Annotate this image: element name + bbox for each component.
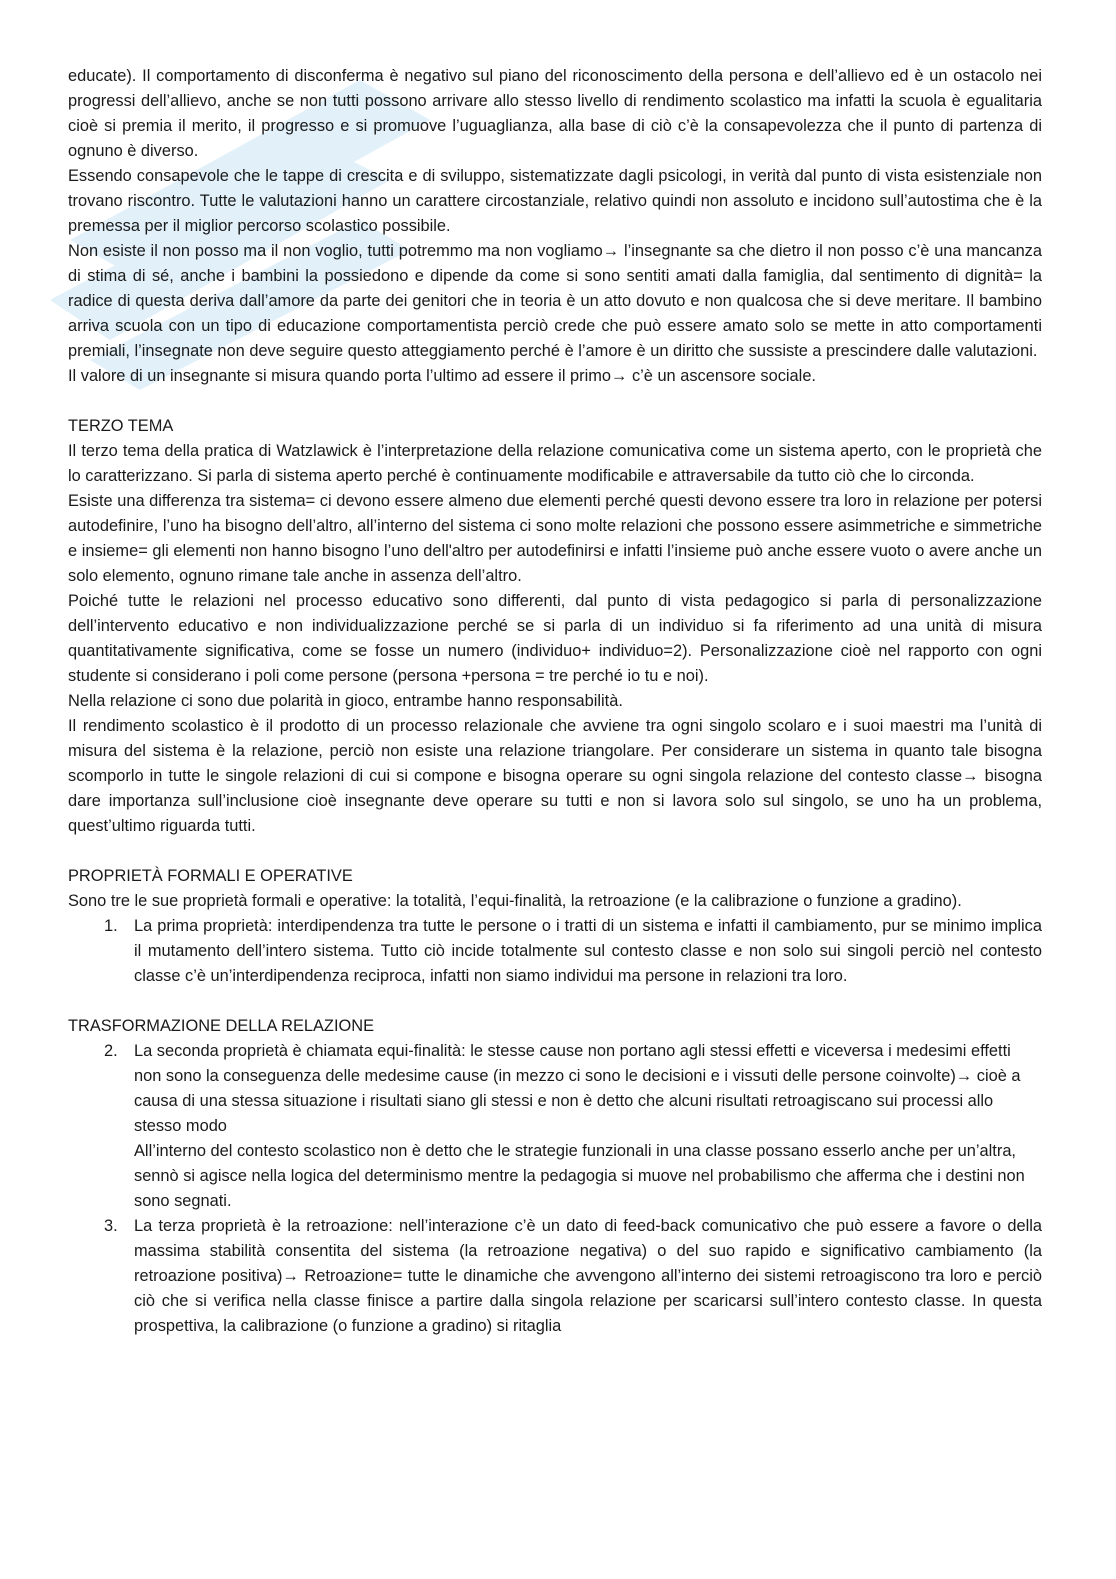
paragraph: Sono tre le sue proprietà formali e operative: la totalità, l’equi-finalità, la retroazione (e la calibrazione o funzione a gradino).: [68, 892, 962, 910]
paragraph: Il terzo tema della pratica di Watzlawick è l’interpretazione della relazione comunicativa come un sistema aperto, con le proprietà che lo caratterizzano. Si parla di sistema aperto perché è continuamente modificabile e attraversabile da tutto ciò che lo circonda.: [68, 442, 1042, 485]
list-item-text: La terza proprietà è la retroazione: nell’interazione c’è un dato di feed-back comunicativo che può essere a favore o della massima stabilità consentita del sistema (la retroazione negativa) o del suo rapido e significativo cambiamento (la retroazione positiva)→ Retroazione= tutte le dinamiche che avvengono all’interno dei sistemi retroagiscono tra loro e perciò ciò che si verifica nella classe finisce a partire dalla singola relazione per scaricarsi sull’intero contesto classe. In questa prospettiva, la calibrazione (o funzione a gradino) si ritaglia: [134, 1217, 1042, 1335]
paragraph: Esiste una differenza tra sistema= ci devono essere almeno due elementi perché questi devono essere tra loro in relazione per potersi autodefinire, l’uno ha bisogno dell’altro, all’interno del sistema ci sono molte relazioni che possono essere asimmetriche e simmetriche e insieme= gli elementi non hanno bisogno l’uno dell'altro per autodefinirsi e infatti l’insieme può anche essere vuoto o avere anche un solo elemento, ognuno rimane tale anche in assenza dell’altro.: [68, 492, 1042, 585]
section-heading-trasformazione: TRASFORMAZIONE DELLA RELAZIONE: [68, 1017, 375, 1035]
numbered-list: [68, 1039, 1042, 1339]
paragraph: Poiché tutte le relazioni nel processo educativo sono differenti, dal punto di vista pedagogico si parla di personalizzazione dell’intervento educativo e non individualizzazione perché se si parla di un individuo si fa riferimento ad una unità di misura quantitativamente significativa, come se fosse un numero (individuo+ individuo=2). Personalizzazione cioè nel rapporto con ogni studente si considerano i poli come persone (persona +persona = tre perché io tu e noi).: [68, 592, 1042, 685]
numbered-list: [68, 914, 1042, 989]
paragraph: Il rendimento scolastico è il prodotto di un processo relazionale che avviene tra ogni singolo scolaro e i suoi maestri ma l’unità di misura del sistema è la relazione, perciò non esiste una relazione triangolare. Per considerare un sistema in quanto tale bisogna scomporlo in tutte le singole relazioni di cui si compone e bisogna operare su ogni singola relazione del contesto classe→ bisogna dare importanza sull’inclusione cioè insegnante deve operare su tutti e non si lavora solo sul singolo, se uno ha un problema, quest’ultimo riguarda tutti.: [68, 717, 1042, 835]
list-item-text: La prima proprietà: interdipendenza tra tutte le persone o i tratti di un sistema e infatti il cambiamento, pur se minimo implica il mutamento dell’intero sistema. Tutto ciò incide totalmente sul contesto classe e non solo sui singoli perciò nel contesto classe c’è un’interdipendenza reciproca, infatti non siamo individui ma persone in relazioni tra loro.: [134, 917, 1042, 985]
paragraph: Il valore di un insegnante si misura quando porta l’ultimo ad essere il primo→ c’è un ascensore sociale.: [68, 367, 816, 385]
list-item: [68, 914, 1042, 989]
list-number: 3.: [104, 1217, 118, 1235]
list-number: 2.: [104, 1042, 118, 1060]
list-item-text: La seconda proprietà è chiamata equi-finalità: le stesse cause non portano agli stessi effetti e viceversa i medesimi effetti non sono la conseguenza delle medesime cause (in mezzo ci sono le decisioni e i vissuti delle persone coinvolte)→ cioè a causa di una stessa situazione i risultati siano gli stessi e non è detto che alcuni risultati retroagiscano sui processi allo stesso modo: [134, 1042, 1021, 1135]
list-item-text: All’interno del contesto scolastico non è detto che le strategie funzionali in una classe possano esserlo anche per un’altra, sennò si agisce nella logica del determinismo mentre la pedagogia si muove nel probabilismo che afferma che i destini non sono segnati.: [134, 1142, 1025, 1210]
list-item: [68, 1214, 1042, 1339]
paragraph: educate). Il comportamento di disconferma è negativo sul piano del riconoscimento della persona e dell’allievo ed è un ostacolo nei progressi dell’allievo, anche se non tutti possono arrivare allo stesso livello di rendimento scolastico ma infatti la scuola è egualitaria cioè si premia il merito, il progresso e si promuove l’uguaglianza, alla base di ciò c’è la consapevolezza che il punto di partenza di ognuno è diverso.: [68, 67, 1042, 160]
document-page: [68, 64, 1042, 1339]
paragraph: Essendo consapevole che le tappe di crescita e di sviluppo, sistematizzate dagli psicologi, in verità dal punto di vista esistenziale non trovano riscontro. Tutte le valutazioni hanno un carattere circostanziale, relativo quindi non assoluto e incidono sull’autostima che è la premessa per il miglior percorso scolastico possibile.: [68, 167, 1042, 235]
section-heading-terzo-tema: TERZO TEMA: [68, 417, 174, 435]
list-number: 1.: [104, 917, 118, 935]
section-heading-proprieta: PROPRIETÀ FORMALI E OPERATIVE: [68, 867, 353, 885]
paragraph: Non esiste il non posso ma il non voglio, tutti potremmo ma non vogliamo→ l’insegnante sa che dietro il non posso c’è una mancanza di stima di sé, anche i bambini la possiedono e dipende da come si sono sentiti amati dalla famiglia, dal sentimento di dignità= la radice di questa deriva dall’amore da parte dei genitori che in teoria è un atto dovuto e non qualcosa che si deve meritare. Il bambino arriva scuola con un tipo di educazione comportamentista perciò crede che può essere amato solo se mette in atto comportamenti premiali, l’insegnate non deve seguire questo atteggiamento perché è l’amore è un diritto che sussiste a prescindere dalle valutazioni.: [68, 242, 1042, 360]
paragraph: Nella relazione ci sono due polarità in gioco, entrambe hanno responsabilità.: [68, 692, 623, 710]
list-item: [68, 1039, 1042, 1214]
